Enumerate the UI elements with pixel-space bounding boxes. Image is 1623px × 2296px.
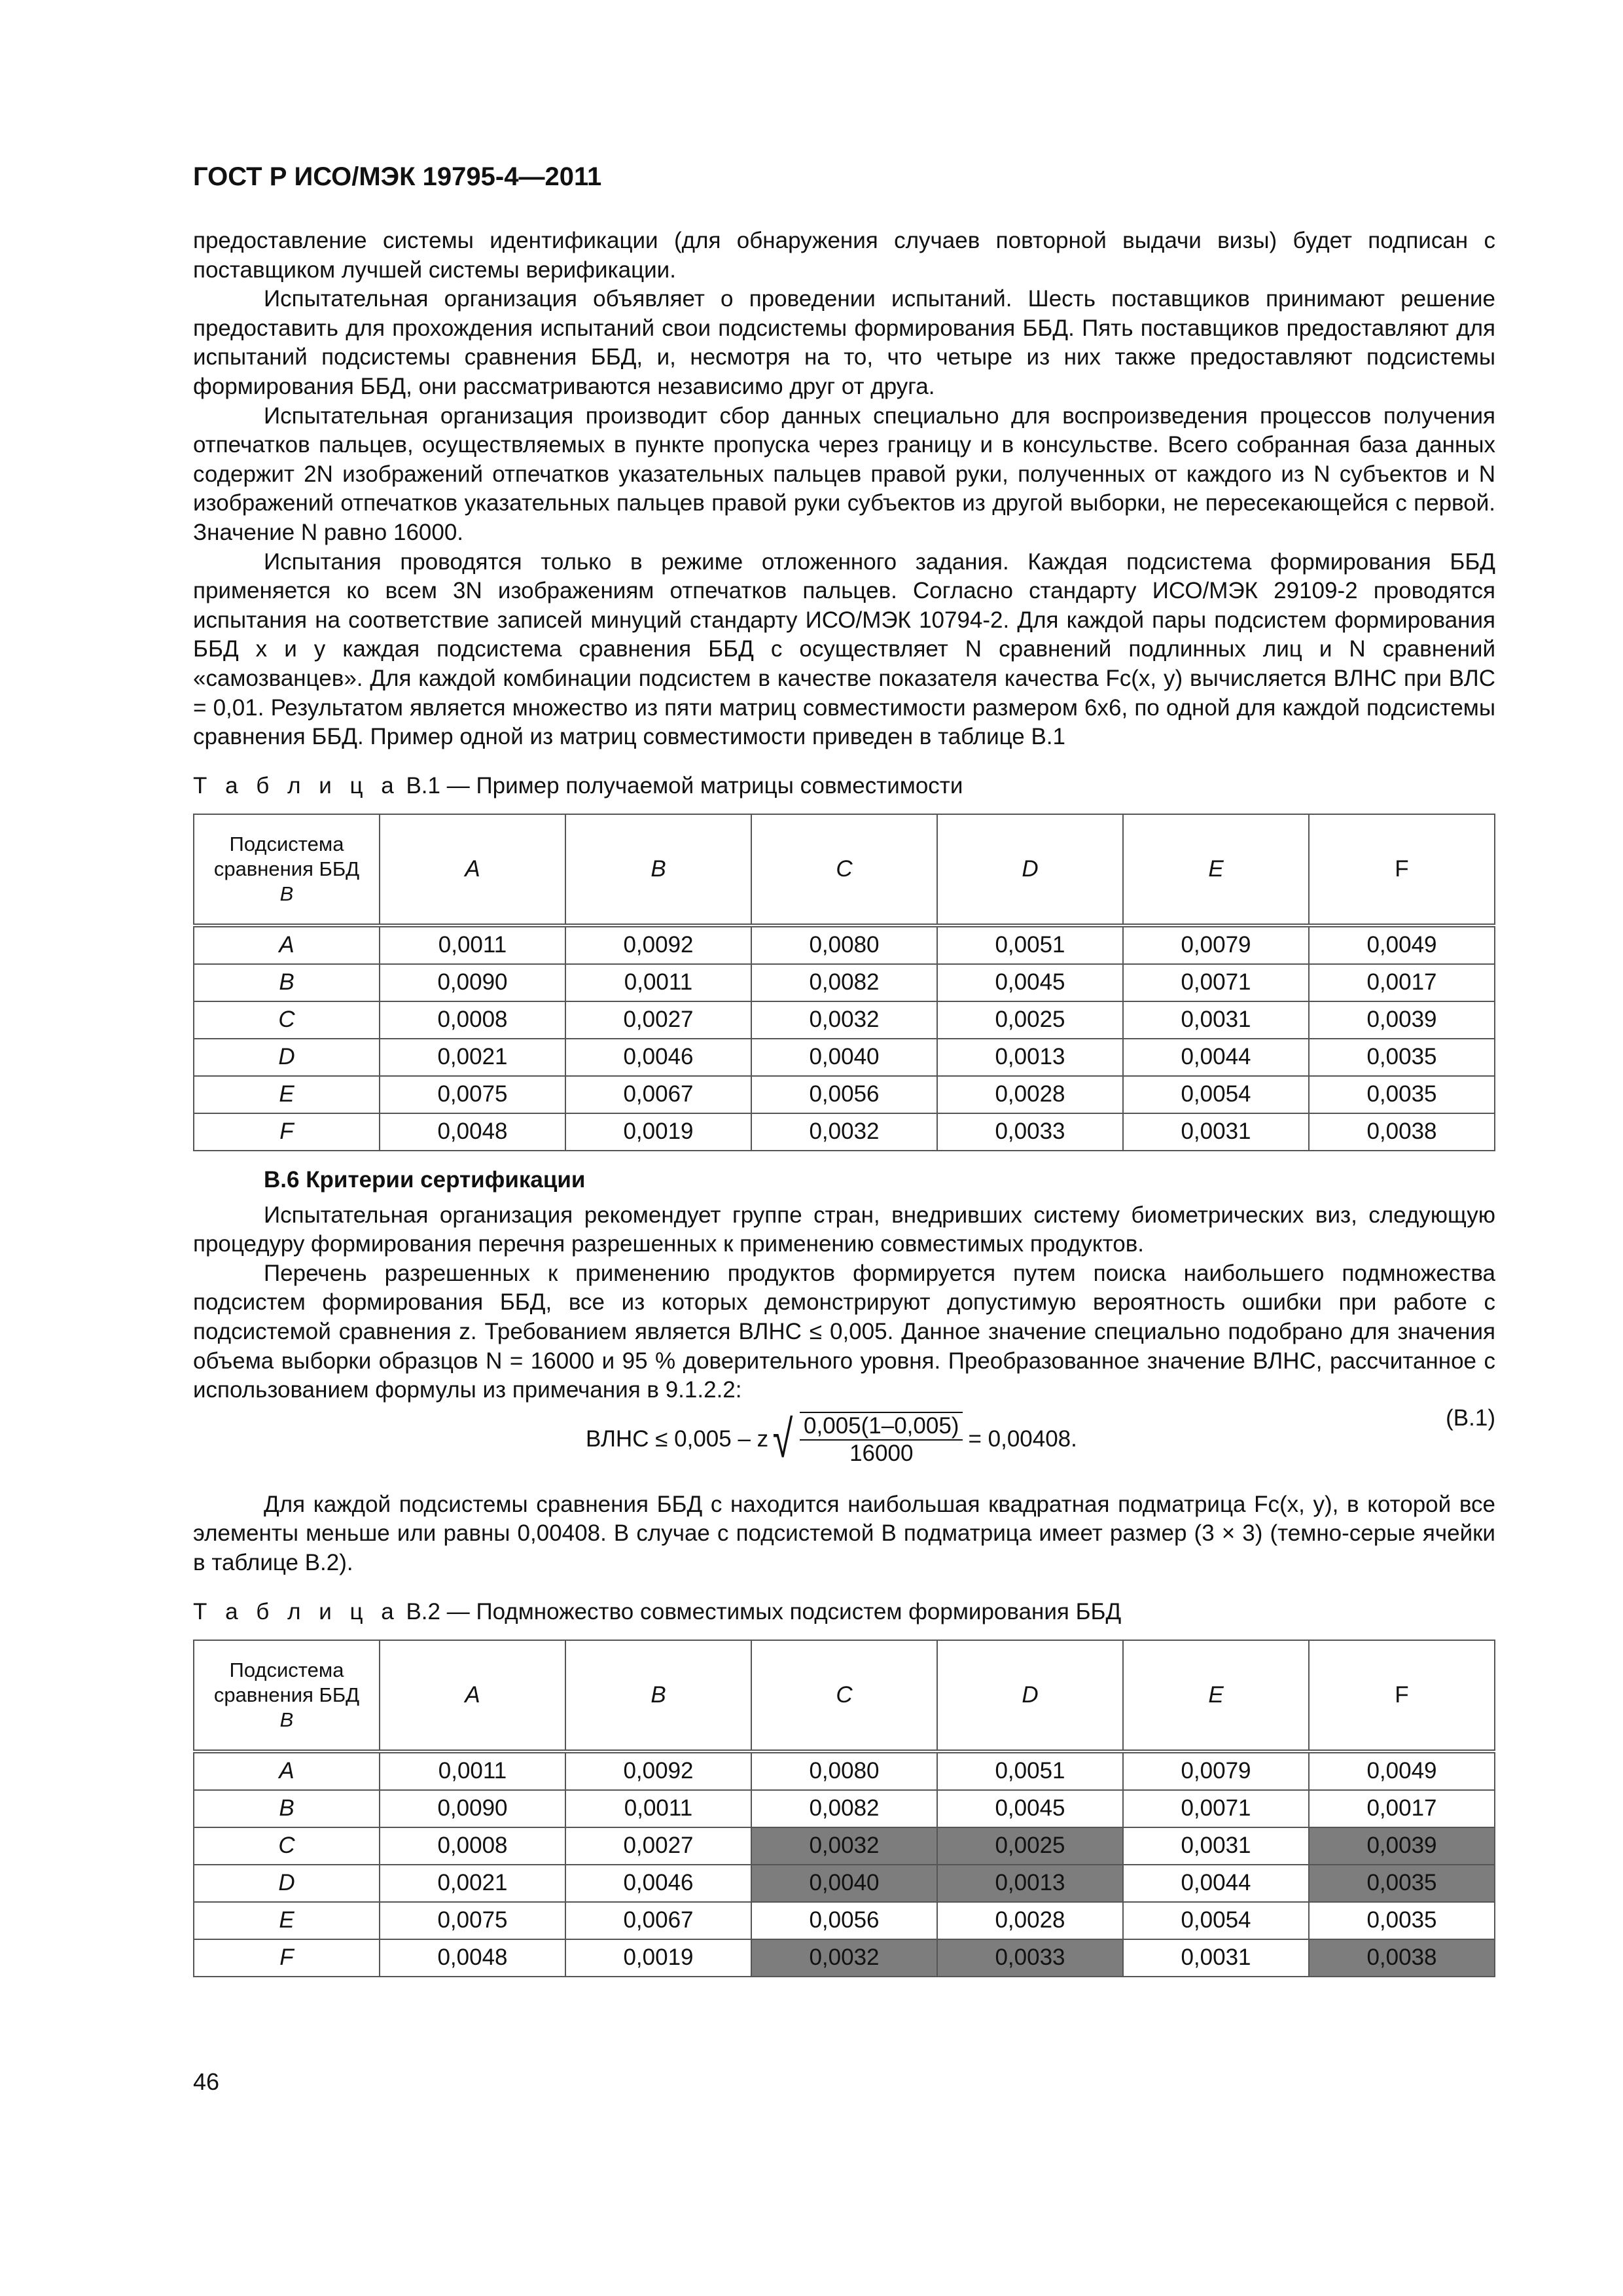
table-row xyxy=(194,1039,1495,1076)
table-cell: 0,0038 xyxy=(1309,1939,1495,1977)
table-cell: 0,0032 xyxy=(751,1827,937,1865)
table-2-caption xyxy=(193,1598,1495,1626)
column-header: E xyxy=(1123,814,1309,925)
formula-rhs: = 0,00408. xyxy=(968,1426,1077,1452)
column-header: F xyxy=(1309,814,1495,925)
formula-denominator: 16000 xyxy=(849,1440,914,1466)
section-heading: В.6 Критерии сертификации xyxy=(264,1166,586,1193)
table-2-body xyxy=(194,1751,1495,1977)
table-cell: 0,0011 xyxy=(380,925,565,964)
corner-line-3: B xyxy=(279,882,294,905)
paragraph-5: Испытательная организация рекомендует группе стран, внедривших систему биометрических виз, следующую процедуру формирования перечня разрешенных к применению совместимых продуктов. xyxy=(193,1202,1495,1257)
paragraph-3: Испытательная организация производит сбор данных специально для воспроизведения процессов получения отпечатков пальцев, осуществляемых в пункте пропуска через границу и в консульстве. Всего собранная база данных содержит 2N изображений отпечатков указательных пальцев правой руки, полученных от каждого из N субъектов и N изображений отпечатков указательных пальцев правой руки субъектов из другой выборки, не пересекающейся с первой. Значение N равно 16000. xyxy=(193,403,1495,545)
row-header-cell: A xyxy=(194,1751,380,1790)
paragraph-7: Для каждой подсистемы сравнения ББД c находится наибольшая квадратная подматрица Fc(x, y), в которой все элементы меньше или равны 0,00408. В случае с подсистемой B подматрица имеет размер (3 × 3) (темно-серые ячейки в таблице В.2). xyxy=(193,1491,1495,1576)
table-2-caption-prefix: Т а б л и ц а xyxy=(193,1598,400,1624)
table-cell: 0,0033 xyxy=(937,1939,1123,1977)
table-row xyxy=(194,1113,1495,1151)
table-cell: 0,0025 xyxy=(937,1001,1123,1039)
table-cell: 0,0051 xyxy=(937,1751,1123,1790)
table-row xyxy=(194,1751,1495,1790)
table-corner-header xyxy=(194,814,380,925)
table-cell: 0,0075 xyxy=(380,1076,565,1113)
formula-numerator: 0,005(1–0,005) xyxy=(800,1413,963,1441)
table-cell: 0,0056 xyxy=(751,1902,937,1939)
table-cell: 0,0032 xyxy=(751,1001,937,1039)
sqrt-symbol xyxy=(768,1409,968,1468)
table-cell: 0,0040 xyxy=(751,1865,937,1902)
table-row xyxy=(194,964,1495,1001)
table-cell: 0,0031 xyxy=(1123,1939,1309,1977)
radical-sign: √ xyxy=(772,1409,793,1468)
table-cell: 0,0082 xyxy=(751,1790,937,1827)
table-cell: 0,0011 xyxy=(380,1751,565,1790)
table-cell: 0,0044 xyxy=(1123,1039,1309,1076)
table-cell: 0,0046 xyxy=(565,1865,751,1902)
table-cell: 0,0075 xyxy=(380,1902,565,1939)
corner-line-3: B xyxy=(279,1708,294,1731)
row-header-cell: C xyxy=(194,1827,380,1865)
table-row xyxy=(194,1076,1495,1113)
table-1-caption-prefix: Т а б л и ц а xyxy=(193,772,400,798)
table-cell: 0,0019 xyxy=(565,1939,751,1977)
row-header-cell: E xyxy=(194,1902,380,1939)
table-cell: 0,0045 xyxy=(937,964,1123,1001)
table-cell: 0,0032 xyxy=(751,1113,937,1151)
row-header-cell: F xyxy=(194,1939,380,1977)
table-cell: 0,0051 xyxy=(937,925,1123,964)
table-cell: 0,0028 xyxy=(937,1076,1123,1113)
table-cell: 0,0090 xyxy=(380,964,565,1001)
row-header-cell: F xyxy=(194,1113,380,1151)
table-cell: 0,0025 xyxy=(937,1827,1123,1865)
table-1-caption-text: В.1 — Пример получаемой матрицы совместимости xyxy=(399,772,963,798)
table-cell: 0,0035 xyxy=(1309,1039,1495,1076)
table-row xyxy=(194,1865,1495,1902)
table-1-caption xyxy=(193,772,1495,800)
table-cell: 0,0027 xyxy=(565,1001,751,1039)
table-row xyxy=(194,1939,1495,1977)
table-cell: 0,0013 xyxy=(937,1865,1123,1902)
table-cell: 0,0071 xyxy=(1123,1790,1309,1827)
table-cell: 0,0049 xyxy=(1309,1751,1495,1790)
table-cell: 0,0092 xyxy=(565,925,751,964)
table-cell: 0,0031 xyxy=(1123,1001,1309,1039)
paragraph-4: Испытания проводятся только в режиме отложенного задания. Каждая подсистема формирования ББД применяется ко всем 3N изображениям отпечатков пальцев. Согласно стандарту ИСО/МЭК 29109-2 проводятся испытания на соответствие записей минуций стандарту ИСО/МЭК 10794-2. Для каждой пары подсистем формирования ББД x и y каждая подсистема сравнения ББД c осуществляет N сравнений подлинных лиц и N сравнений «самозванцев». Для каждой комбинации подсистем в качестве показателя качества Fc(x, y) вычисляется ВЛНС при ВЛС = 0,01. Результатом является множество из пяти матриц совместимости размером 6х6, по одной для каждой подсистемы сравнения ББД. Пример одной из матриц совместимости приведен в таблице В.1 xyxy=(193,548,1495,750)
row-header-cell: D xyxy=(194,1865,380,1902)
paragraph-1: предоставление системы идентификации (для обнаружения случаев повторной выдачи визы) будет подписан с поставщиком лучшей системы верификации. xyxy=(193,228,1495,283)
table-cell: 0,0032 xyxy=(751,1939,937,1977)
table-cell: 0,0038 xyxy=(1309,1113,1495,1151)
row-header-cell: E xyxy=(194,1076,380,1113)
corner-line-2: сравнения ББД xyxy=(213,1683,360,1706)
table-cell: 0,0054 xyxy=(1123,1902,1309,1939)
paragraph-6: Перечень разрешенных к применению продуктов формируется путем поиска наибольшего подмножества подсистем формирования ББД, все из которых демонстрируют допустимую вероятность ошибки при работе с подсистемой сравнения z. Требованием является ВЛНС ≤ 0,005. Данное значение специально подобрано для значения объема выборки образцов N = 16000 и 95 % доверительного уровня. Преобразованное значение ВЛНС, рассчитанное с использованием формулы из примечания в 9.1.2.2: xyxy=(193,1260,1495,1403)
table-cell: 0,0082 xyxy=(751,964,937,1001)
column-header: B xyxy=(565,814,751,925)
table-cell: 0,0067 xyxy=(565,1902,751,1939)
table-cell: 0,0035 xyxy=(1309,1902,1495,1939)
corner-line-1: Подсистема xyxy=(229,1658,344,1681)
column-header: A xyxy=(380,814,565,925)
table-cell: 0,0054 xyxy=(1123,1076,1309,1113)
table-cell: 0,0049 xyxy=(1309,925,1495,964)
table-corner-header xyxy=(194,1640,380,1751)
table-cell: 0,0033 xyxy=(937,1113,1123,1151)
page-content xyxy=(193,226,1495,1977)
table-cell: 0,0040 xyxy=(751,1039,937,1076)
formula xyxy=(586,1409,1077,1468)
row-header-cell: B xyxy=(194,1790,380,1827)
column-header: D xyxy=(937,814,1123,925)
column-header: C xyxy=(751,814,937,925)
column-header: D xyxy=(937,1640,1123,1751)
corner-line-1: Подсистема xyxy=(229,832,344,855)
paragraph-2: Испытательная организация объявляет о проведении испытаний. Шесть поставщиков принимают решение предоставить для прохождения испытаний свои подсистемы формирования ББД. Пять поставщиков предоставляют для испытаний подсистемы сравнения ББД, и, несмотря на то, что четыре из них также предоставляют подсистемы формирования ББД, они рассматриваются независимо друг от друга. xyxy=(193,286,1495,399)
table-cell: 0,0021 xyxy=(380,1039,565,1076)
table-cell: 0,0017 xyxy=(1309,964,1495,1001)
row-header-cell: B xyxy=(194,964,380,1001)
table-cell: 0,0027 xyxy=(565,1827,751,1865)
table-cell: 0,0011 xyxy=(565,1790,751,1827)
table-row xyxy=(194,1001,1495,1039)
table-cell: 0,0031 xyxy=(1123,1827,1309,1865)
table-cell: 0,0013 xyxy=(937,1039,1123,1076)
row-header-cell: D xyxy=(194,1039,380,1076)
table-cell: 0,0080 xyxy=(751,1751,937,1790)
table-cell: 0,0048 xyxy=(380,1113,565,1151)
table-cell: 0,0019 xyxy=(565,1113,751,1151)
table-cell: 0,0044 xyxy=(1123,1865,1309,1902)
table-cell: 0,0071 xyxy=(1123,964,1309,1001)
table-row xyxy=(194,1790,1495,1827)
table-cell: 0,0021 xyxy=(380,1865,565,1902)
formula-fraction xyxy=(800,1412,963,1467)
table-cell: 0,0080 xyxy=(751,925,937,964)
table-2-caption-text: В.2 — Подмножество совместимых подсистем формирования ББД xyxy=(399,1598,1122,1624)
compatibility-matrix-table xyxy=(193,814,1495,1151)
table-cell: 0,0092 xyxy=(565,1751,751,1790)
column-header: B xyxy=(565,1640,751,1751)
table-cell: 0,0090 xyxy=(380,1790,565,1827)
table-cell: 0,0046 xyxy=(565,1039,751,1076)
table-cell: 0,0031 xyxy=(1123,1113,1309,1151)
table-cell: 0,0035 xyxy=(1309,1076,1495,1113)
equation-number: (В.1) xyxy=(1446,1405,1495,1431)
table-cell: 0,0011 xyxy=(565,964,751,1001)
table-cell: 0,0045 xyxy=(937,1790,1123,1827)
table-row xyxy=(194,1827,1495,1865)
formula-lhs: ВЛНС ≤ 0,005 – z xyxy=(586,1426,769,1452)
table-cell: 0,0008 xyxy=(380,1001,565,1039)
table-row xyxy=(194,925,1495,964)
table-cell: 0,0039 xyxy=(1309,1001,1495,1039)
table-row xyxy=(194,1902,1495,1939)
column-header: C xyxy=(751,1640,937,1751)
column-header: F xyxy=(1309,1640,1495,1751)
formula-block xyxy=(193,1405,1495,1490)
table-cell: 0,0056 xyxy=(751,1076,937,1113)
table-cell: 0,0028 xyxy=(937,1902,1123,1939)
column-header: A xyxy=(380,1640,565,1751)
row-header-cell: A xyxy=(194,925,380,964)
document-header: ГОСТ Р ИСО/МЭК 19795-4—2011 xyxy=(193,162,602,191)
table-cell: 0,0017 xyxy=(1309,1790,1495,1827)
table-cell: 0,0079 xyxy=(1123,925,1309,964)
table-cell: 0,0067 xyxy=(565,1076,751,1113)
compatible-subset-table xyxy=(193,1640,1495,1977)
page-number: 46 xyxy=(193,2068,220,2095)
row-header-cell: C xyxy=(194,1001,380,1039)
table-cell: 0,0048 xyxy=(380,1939,565,1977)
table-cell: 0,0079 xyxy=(1123,1751,1309,1790)
table-cell: 0,0035 xyxy=(1309,1865,1495,1902)
corner-line-2: сравнения ББД xyxy=(213,857,360,880)
table-header-row xyxy=(194,1640,1495,1751)
table-header-row xyxy=(194,814,1495,925)
table-cell: 0,0008 xyxy=(380,1827,565,1865)
table-1-body xyxy=(194,925,1495,1151)
column-header: E xyxy=(1123,1640,1309,1751)
table-cell: 0,0039 xyxy=(1309,1827,1495,1865)
